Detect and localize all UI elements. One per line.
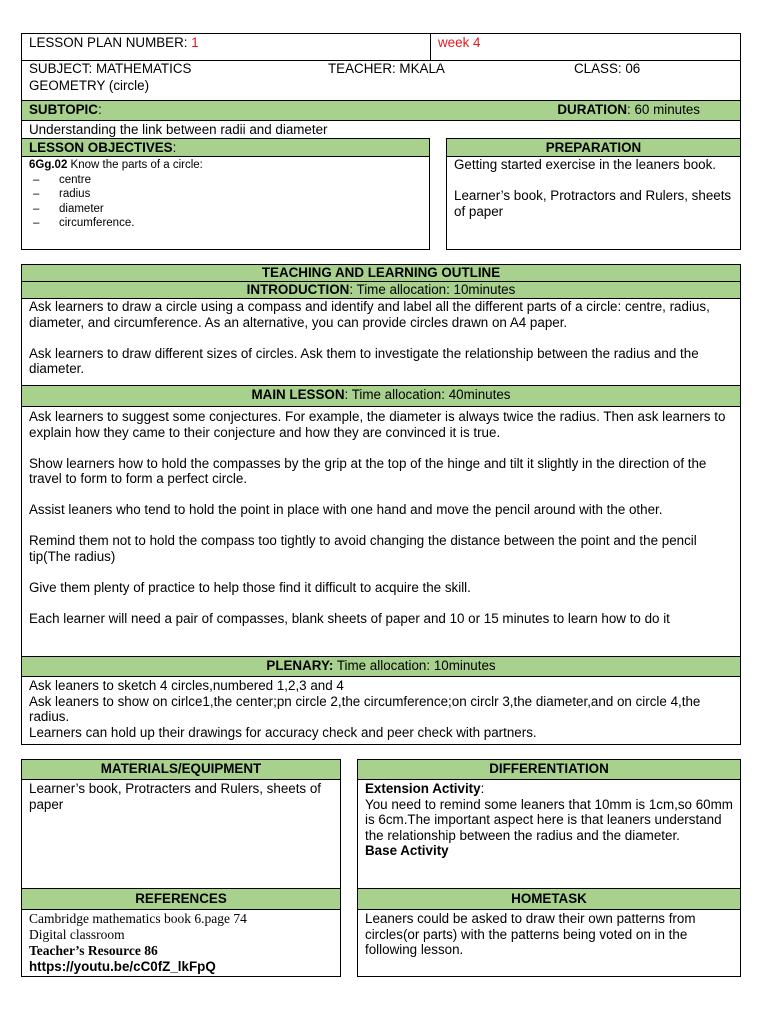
differentiation-heading: DIFFERENTIATION [489,761,609,776]
differentiation-hometask-box [357,759,741,977]
plenary-content [22,677,740,744]
teacher-cell [321,61,561,78]
week-cell [430,34,740,60]
objective-intro: Know the parts of a circle: [67,159,203,171]
subject-row [22,61,740,78]
materials-content [29,781,333,812]
lesson-plan-label: LESSON PLAN NUMBER: [29,35,188,50]
preparation-line: Getting started exercise in the leaners book. [454,157,717,172]
subtopic-cell [22,101,382,120]
introduction-paragraph: Ask learners to draw different sizes of circles. Ask them to investigate the relationship between the radius and the diameter. [29,345,699,376]
main-lesson-paragraph: Each learner will need a pair of compasses, blank sheets of paper and 10 or 15 minutes to learn how to do it [29,610,670,626]
lesson-number-row [22,34,740,61]
references-content [29,911,333,975]
plenary-line: Ask leaners to show on cirlce1,the center;pn circle 2,the circumference;on circlr 3,the diameter,and on circle 4,the radius. [29,693,701,724]
lesson-plan-number-cell [22,34,430,60]
objectives-list [29,173,422,231]
introduction-time: : Time allocation: 10minutes [349,282,516,297]
plenary-line: Ask leaners to sketch 4 circles,numbered 1,2,3 and 4 [29,678,344,693]
materials-text: Learner’s book, Protracters and Rulers, sheets of paper [29,781,322,812]
differentiation-heading-row [358,760,740,780]
base-activity-label: Base Activity [365,843,449,858]
subject-cell [22,61,322,78]
hometask-content [365,911,733,958]
list-item: – centre [29,173,422,188]
outline-heading-row [22,265,740,282]
extension-activity-text: You need to remind some leaners that 10mm is 1cm,so 60mm is 6cm.The important aspect here is that leaners understand the relationship between the radius and the diameter. [365,796,733,843]
topic-cell [22,78,740,100]
list-item: – diameter [29,202,422,217]
references-heading-row [22,888,340,910]
differentiation-content [365,781,733,859]
subtopic-colon: : [97,102,102,117]
reference-link[interactable]: https://youtu.be/cC0fZ_lkFpQ [29,959,216,974]
plenary-time: Time allocation: 10minutes [333,658,496,673]
main-lesson-paragraph: Remind them not to hold the compass too tightly to avoid changing the distance between the point and the pencil tip(The radius) [29,533,697,564]
lesson-plan-number: 1 [191,35,199,50]
extension-colon: : [480,781,485,796]
plenary-line: Learners can hold up their drawings for accuracy check and peer check with partners. [29,724,537,740]
reference-item: Digital classroom [29,927,125,942]
lesson-header-table [21,33,741,139]
topic-row [22,78,740,101]
objectives-box [21,138,430,250]
topic-label: GEOMETRY (circle) [29,78,150,93]
preparation-box [446,138,741,250]
preparation-line: Learner’s book, Protractors and Rulers, sheets of paper [454,188,732,219]
list-item: – circumference. [29,216,422,231]
class-cell [567,61,740,78]
extension-activity-label: Extension Activity [365,781,481,796]
subject-label: SUBJECT: MATHEMATICS [29,61,192,76]
plenary-heading-row [22,656,740,677]
references-heading: REFERENCES [135,891,227,906]
main-lesson-time: : Time allocation: 40minutes [344,387,511,402]
list-item: – radius [29,187,422,202]
main-lesson-paragraph: Show learners how to hold the compasses by the grip at the top of the hinge and tilt it slightly in the direction of the travel to form to form a perfect circle. [29,455,707,486]
outline-heading: TEACHING AND LEARNING OUTLINE [261,265,501,280]
materials-references-box [21,759,341,977]
main-lesson-paragraph: Assist leaners who tend to hold the point in place with one hand and move the pencil around with the other. [29,502,663,517]
subtopic-row [22,101,740,121]
preparation-heading: PREPARATION [545,140,642,155]
preparation-content [454,157,733,219]
hometask-heading-row [358,888,740,910]
preparation-heading-row [447,139,740,157]
plenary-label: PLENARY: [266,658,334,673]
main-lesson-heading-row [22,385,740,407]
reference-item: Teacher’s Resource 86 [29,943,158,958]
main-lesson-paragraph: Ask learners to suggest some conjectures. For example, the diameter is always twice the radius. Then ask learners to explain how they came to their conjecture and how they are convinced it is true. [29,409,726,440]
hometask-text: Leaners could be asked to draw their own patterns from circles(or parts) with the patterns being voted on in the following lesson. [365,911,696,957]
introduction-paragraph: Ask learners to draw a circle using a compass and identify and label all the different parts of a circle: centre, radius, diameter, and circumference. As an alternative, you can provide circles drawn on A4 paper. [29,299,710,330]
outline-table [21,264,741,745]
objective-code: 6Gg.02 [29,159,68,171]
objectives-colon: : [172,140,177,155]
duration-label: DURATION [557,102,628,117]
duration-value: : 60 minutes [627,102,700,117]
introduction-heading-row [22,282,740,299]
materials-heading: MATERIALS/EQUIPMENT [100,761,262,776]
main-lesson-label: MAIN LESSON [251,387,345,402]
objectives-content [29,158,422,231]
week-label: week 4 [438,35,481,50]
class-label: CLASS: 06 [574,61,641,76]
subtopic-text: Understanding the link between radii and diameter [29,122,328,137]
reference-item: Cambridge mathematics book 6.page 74 [29,911,247,926]
subtopic-label: SUBTOPIC [29,102,98,117]
objectives-heading [22,139,429,156]
objectives-heading-text: LESSON OBJECTIVES [29,140,173,155]
hometask-heading: HOMETASK [511,891,587,906]
teacher-label: TEACHER: MKALA [328,61,445,76]
introduction-label: INTRODUCTION [246,282,350,297]
duration-cell [540,101,740,120]
objectives-heading-row [22,139,429,157]
main-lesson-content [22,407,740,657]
main-lesson-paragraph: Give them plenty of practice to help those find it difficult to acquire the skill. [29,579,471,595]
materials-heading-row [22,760,340,780]
